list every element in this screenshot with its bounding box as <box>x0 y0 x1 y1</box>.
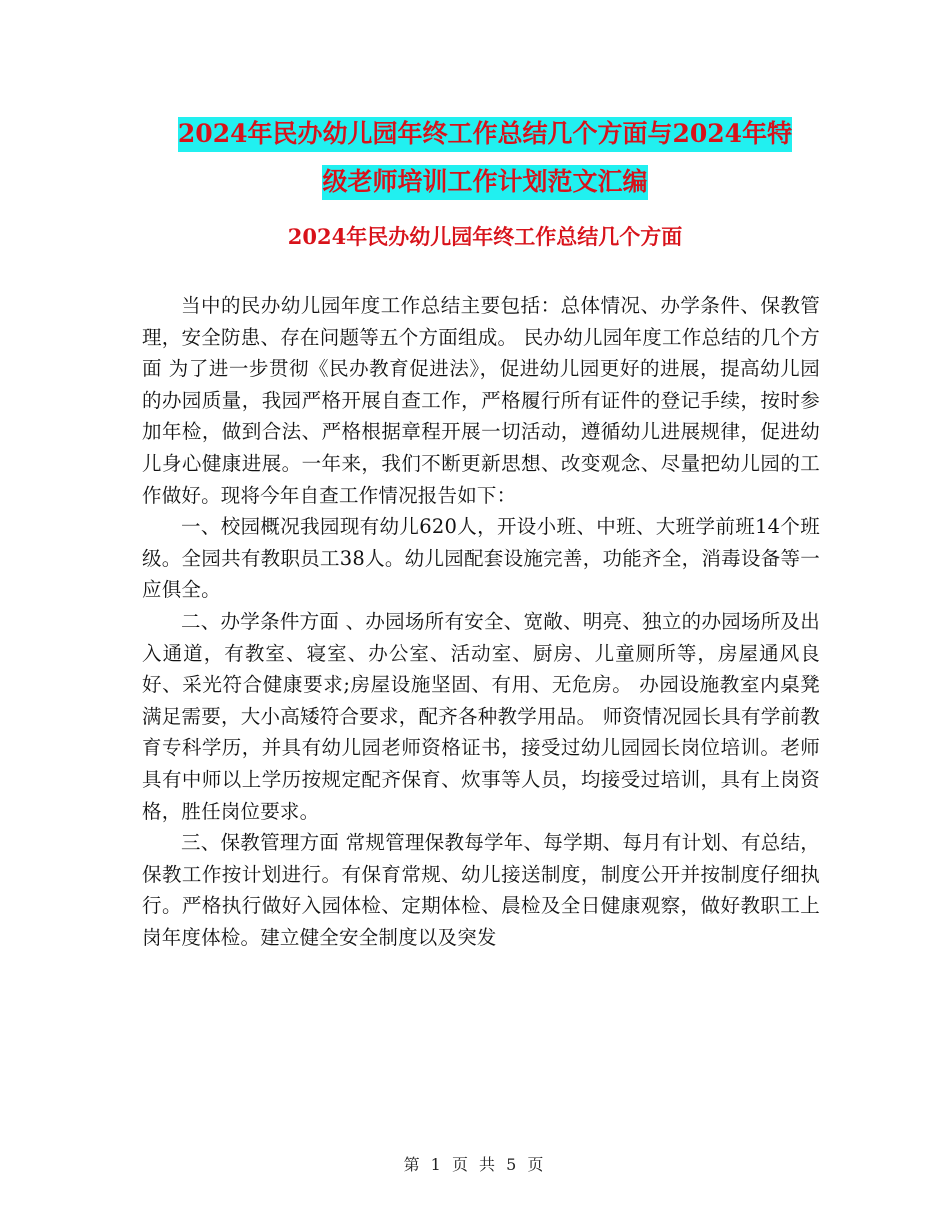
paragraph: 当中的民办幼儿园年度工作总结主要包括：总体情况、办学条件、保教管理，安全防患、存在问题等五个方面组成。 民办幼儿园年度工作总结的几个方面 为了进一步贯彻《民办教育促进法》，促进幼儿园更好的进展，提高幼儿园的办园质量，我园严格开展自查工作，严格履行所有证件的登记手续，按时参加年检，做到合法、严格根据章程开展一切活动，遵循幼儿进展规律，促进幼儿身心健康进展。一年来，我们不断更新思想、改变观念、尽量把幼儿园的工作做好。现将今年自查工作情况报告如下： <box>142 294 820 507</box>
document-title-line-2: 级老师培训工作计划范文汇编 <box>322 165 647 200</box>
body-text <box>142 290 820 953</box>
section-title: 2024年民办幼儿园年终工作总结几个方面 <box>287 224 683 249</box>
paragraph: 二、办学条件方面 、办园场所有安全、宽敞、明亮、独立的办园场所及出入通道，有教室、寝室、办公室、活动室、厨房、儿童厕所等，房屋通风良好、采光符合健康要求;房屋设施坚固、有用、无危房。 办园设施教室内桌凳满足需要，大小高矮符合要求，配齐各种教学用品。 师资情况园长具有学前教育专科学历，并具有幼儿园老师资格证书，接受过幼儿园园长岗位培训。老师具有中师以上学历按规定配齐保育、炊事等人员，均接受过培训，具有上岗资格，胜任岗位要求。 <box>142 609 820 823</box>
paragraph: 三、保教管理方面 常规管理保教每学年、每学期、每月有计划、有总结，保教工作按计划进行。有保育常规、幼儿接送制度，制度公开并按制度仔细执行。严格执行做好入园体检、定期体检、晨检及全日健康观察，做好教职工上岗年度体检。建立健全安全制度以及突发 <box>142 831 820 949</box>
document-title-line-1: 2024年民办幼儿园年终工作总结几个方面与2024年特 <box>178 117 792 152</box>
paragraph: 一、校园概况我园现有幼儿620人，开设小班、中班、大班学前班14个班级。全园共有教职员工38人。幼儿园配套设施完善，功能齐全，消毒设备等一应俱全。 <box>142 515 820 602</box>
document-title <box>140 110 830 206</box>
page-footer: 第 1 页 共 5 页 <box>403 1155 547 1174</box>
